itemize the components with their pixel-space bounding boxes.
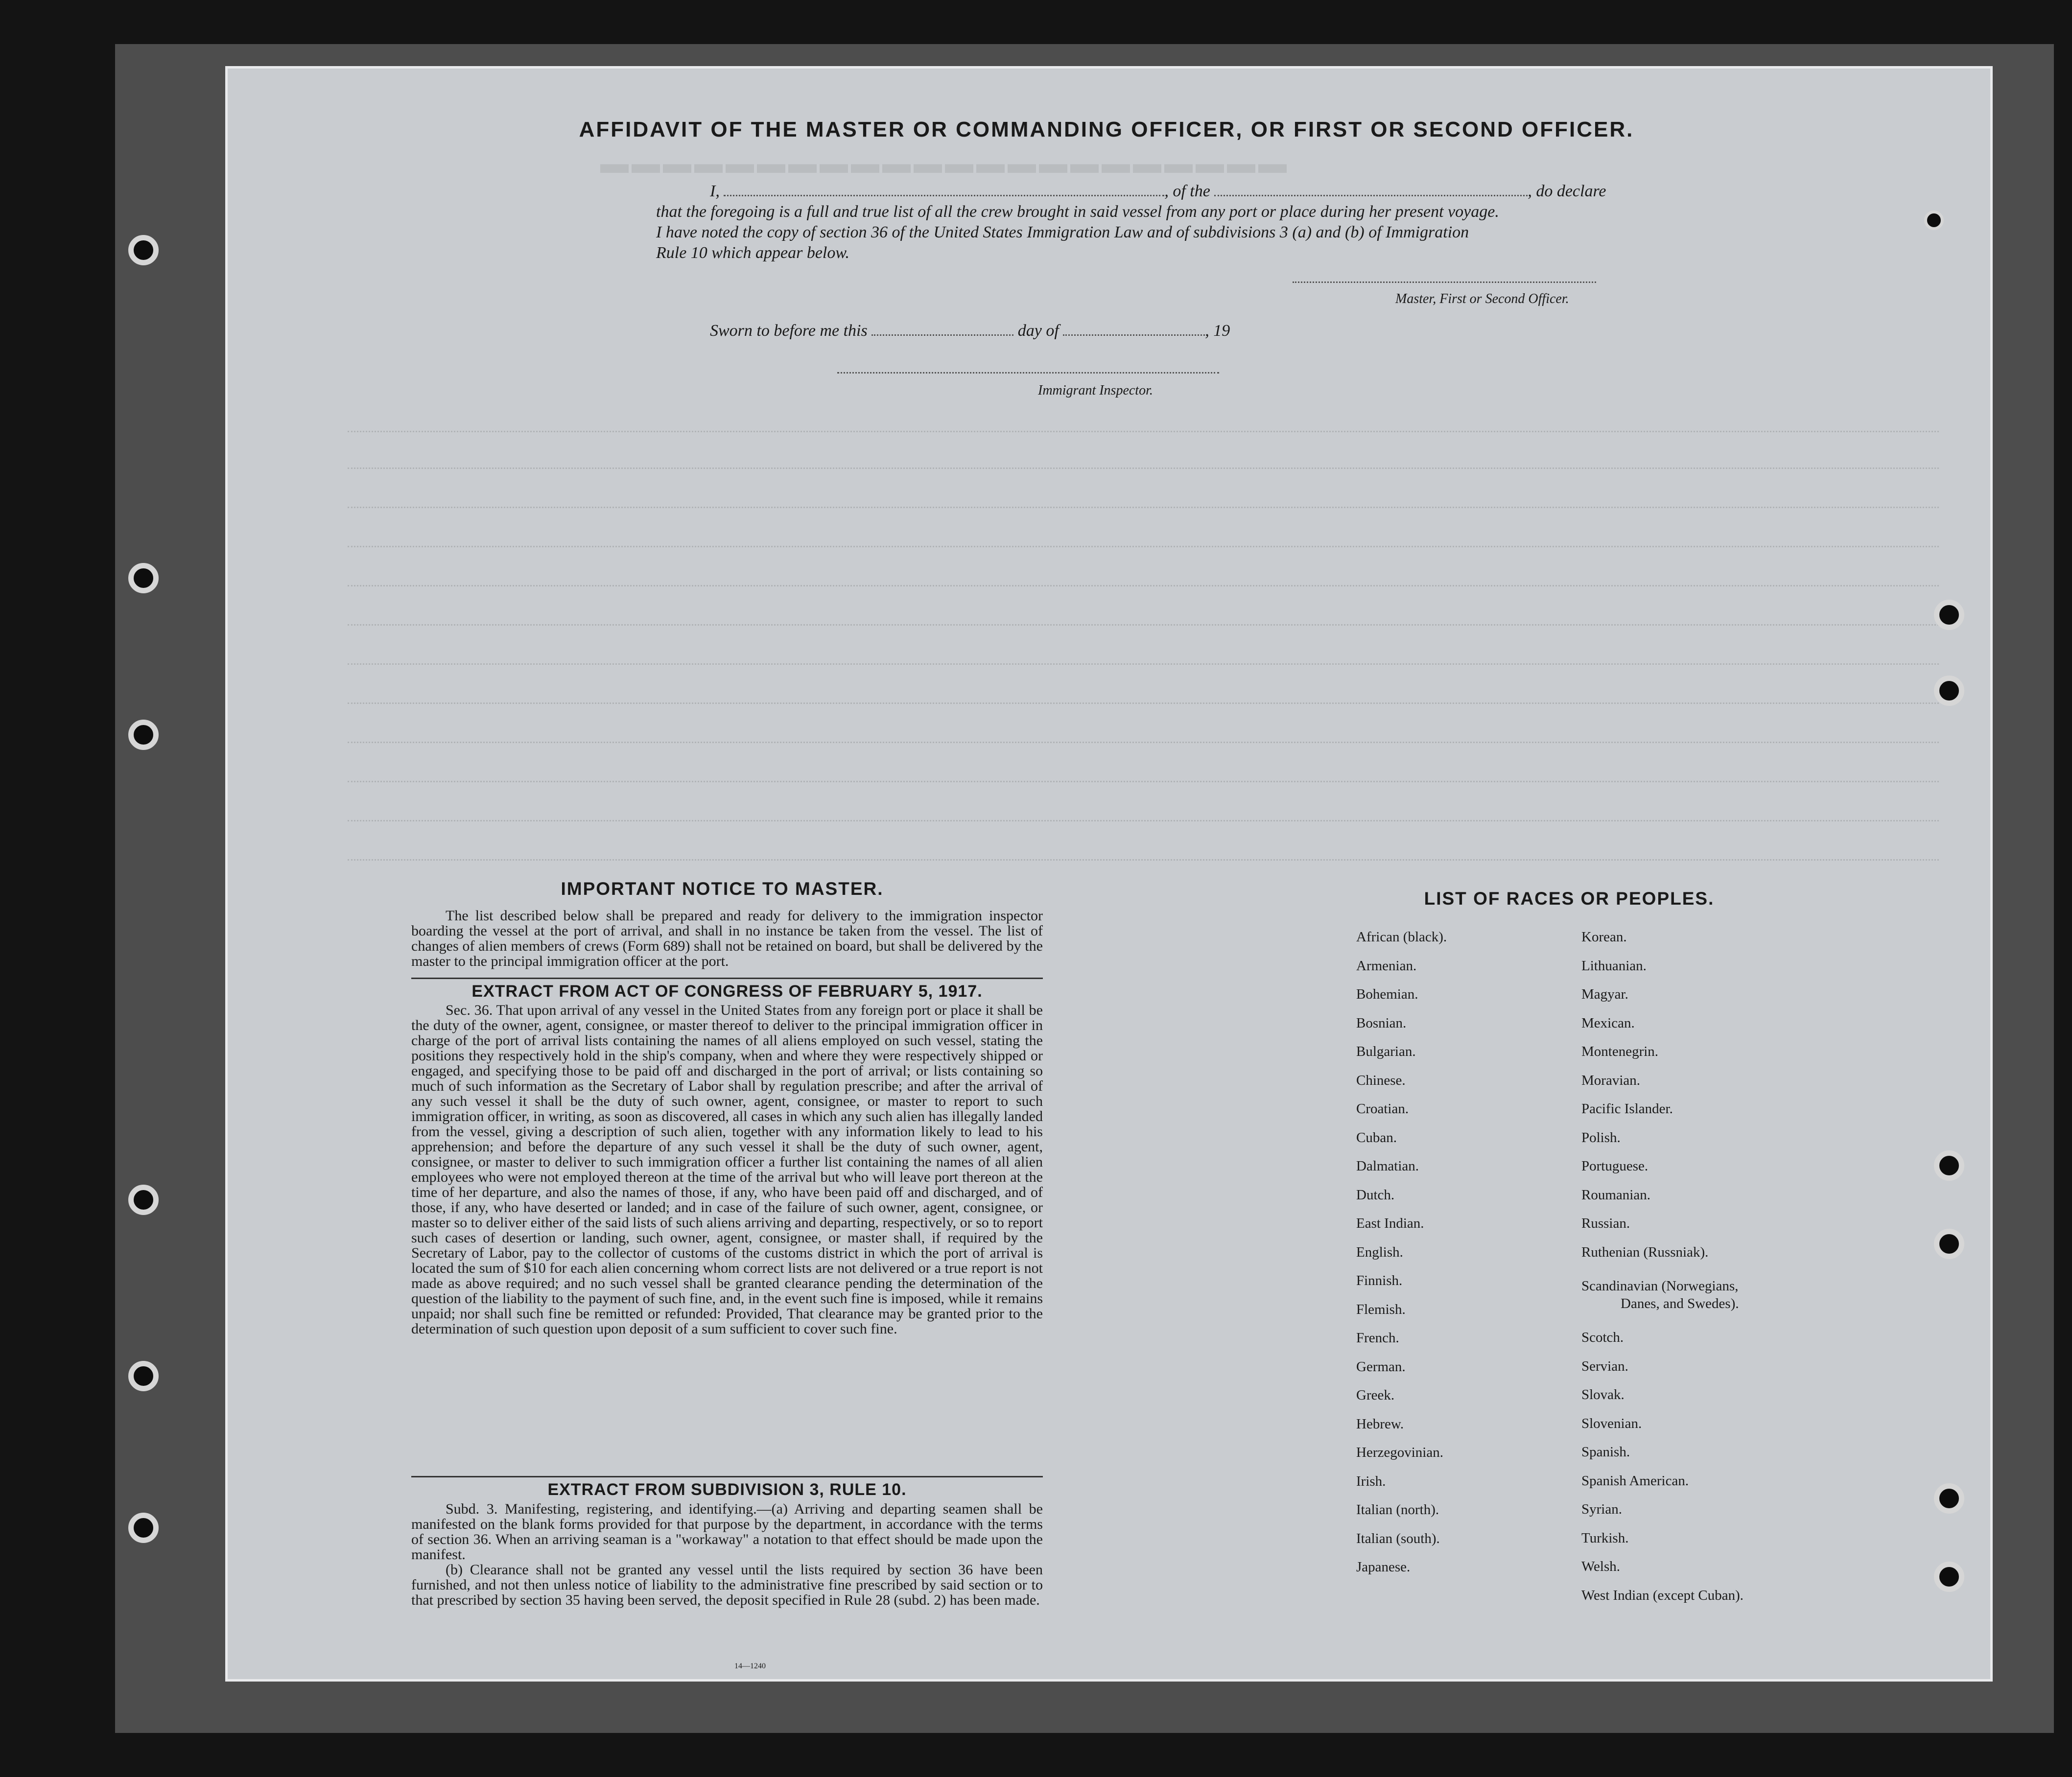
race-item: Chinese. [1356, 1072, 1406, 1088]
race-item: Bulgarian. [1356, 1044, 1416, 1059]
sworn-month-blank[interactable] [1063, 334, 1205, 336]
sworn-day-blank[interactable] [871, 334, 1013, 336]
bleed-line [348, 742, 1939, 743]
bleed-line [348, 702, 1939, 704]
affidavit-of-the: , of the [1164, 182, 1210, 200]
race-item: Magyar. [1581, 986, 1628, 1002]
race-item: Dutch. [1356, 1187, 1395, 1203]
act-title: EXTRACT FROM ACT OF CONGRESS OF FEBRUARY 5, 1917. [411, 978, 1043, 1001]
binder-hole [1934, 600, 1964, 630]
binder-hole [128, 235, 159, 265]
race-item: Polish. [1581, 1129, 1621, 1146]
master-signature-line[interactable] [1293, 281, 1596, 283]
race-item: Cuban. [1356, 1129, 1397, 1146]
race-item: Lithuanian. [1581, 958, 1647, 974]
race-item: Slovenian. [1581, 1415, 1642, 1431]
sworn-line [710, 321, 1230, 341]
race-item: Hebrew. [1356, 1416, 1404, 1432]
affidavit-line-3: I have noted the copy of section 36 of the United States Immigration Law and of subdivisions 3 (a) and (b) of Immigration [656, 223, 1469, 241]
race-item: Spanish. [1581, 1444, 1630, 1460]
race-item: Mexican. [1581, 1015, 1635, 1031]
race-item: Armenian. [1356, 958, 1417, 974]
race-item: Moravian. [1581, 1072, 1640, 1088]
affidavit-i: I, [710, 182, 720, 200]
race-item: Scotch. [1581, 1330, 1624, 1345]
binder-hole [128, 563, 159, 593]
race-item: French. [1356, 1330, 1399, 1346]
binder-hole [1934, 1229, 1964, 1259]
race-item: East Indian. [1356, 1216, 1424, 1231]
bleed-line [348, 431, 1939, 432]
races-right-column [1581, 923, 1743, 1610]
race-item: Montenegrin. [1581, 1044, 1659, 1059]
races-title: LIST OF RACES OR PEOPLES. [1424, 888, 1715, 909]
notice-title: IMPORTANT NOTICE TO MASTER. [561, 879, 884, 899]
name-blank[interactable] [724, 195, 1164, 196]
binder-hole [1934, 1562, 1964, 1592]
bleed-line [348, 663, 1939, 665]
race-item: Irish. [1356, 1473, 1386, 1489]
affidavit-line-2: that the foregoing is a full and true list of all the crew brought in said vessel from any port or place during her present voyage. [656, 203, 1499, 221]
affidavit-title: AFFIDAVIT OF THE MASTER OR COMMANDING OFFICER, OR FIRST OR SECOND OFFICER. [579, 117, 1634, 141]
race-item: Turkish. [1581, 1530, 1629, 1546]
binder-hole [1934, 1483, 1964, 1514]
race-item: Herzegovinian. [1356, 1445, 1443, 1460]
sworn-day-of: day of [1017, 322, 1059, 340]
affidavit-line-1 [710, 181, 1606, 202]
race-item: African (black). [1356, 929, 1447, 945]
subdivision-a: Subd. 3. Manifesting, registering, and identifying.—(a) Arriving and departing seamen shall be manifested on the blank forms provided for that purpose by the department, in accordance with the terms of section 36. When an arriving seaman is a "workaway" a notation to that effect should be made upon the manifest. [411, 1501, 1043, 1563]
race-item: Portuguese. [1581, 1158, 1648, 1174]
race-item: Scandinavian (Norwegians, [1581, 1278, 1739, 1294]
form-number: 14—1240 [734, 1662, 766, 1670]
bleed-line [348, 546, 1939, 547]
sworn-year: , 19 [1205, 322, 1230, 340]
subdivision-b: (b) Clearance shall not be granted any vessel until the lists required by section 36 have been furnished, and not then unless notice of liability to the administrative fine prescribed by said section or to that prescribed by section 35 having been served, the deposit specified in Rule 28 (subd. 2) has been made. [411, 1562, 1043, 1608]
race-item: Flemish. [1356, 1301, 1406, 1317]
binder-hole [128, 1513, 159, 1543]
race-item: Italian (south). [1356, 1530, 1440, 1546]
race-item: Danes, and Swedes). [1621, 1296, 1739, 1311]
binder-hole [128, 1185, 159, 1215]
race-item: Bosnian. [1356, 1015, 1407, 1031]
rule-title: EXTRACT FROM SUBDIVISION 3, RULE 10. [411, 1476, 1043, 1499]
race-item: Russian. [1581, 1216, 1630, 1231]
bleed-line [348, 468, 1939, 469]
binder-hole [128, 1361, 159, 1391]
master-signature-label: Master, First or Second Officer. [1395, 291, 1569, 306]
affidavit-line-4: Rule 10 which appear below. [656, 244, 850, 262]
race-item: Finnish. [1356, 1273, 1403, 1288]
race-item: Ruthenian (Russniak). [1581, 1244, 1709, 1260]
race-item: Welsh. [1581, 1559, 1621, 1574]
race-item: Pacific Islander. [1581, 1101, 1673, 1117]
race-item: German. [1356, 1358, 1406, 1375]
bleed-line [348, 624, 1939, 626]
bleed-line [348, 859, 1939, 861]
races-left-column [1356, 923, 1447, 1582]
vessel-blank[interactable] [1214, 195, 1528, 196]
binder-hole [128, 720, 159, 750]
race-item: Spanish American. [1581, 1473, 1689, 1489]
rule-body [411, 1501, 1043, 1608]
bleed-line [348, 507, 1939, 508]
inspector-signature-line[interactable] [837, 372, 1219, 374]
binder-hole [1924, 210, 1944, 230]
race-item: Dalmatian. [1356, 1158, 1419, 1174]
inspector-signature-label: Immigrant Inspector. [1038, 383, 1153, 398]
race-item: Japanese. [1356, 1559, 1411, 1575]
binder-hole [1934, 1150, 1964, 1181]
bleed-through: ▬▬▬▬▬▬▬▬▬▬▬▬▬▬▬▬▬▬▬▬▬▬ [597, 147, 1287, 179]
race-item: Korean. [1581, 929, 1627, 945]
notice-body [411, 908, 1043, 969]
race-item: Slovak. [1581, 1387, 1625, 1403]
race-item: English. [1356, 1244, 1403, 1260]
race-item: Bohemian. [1356, 986, 1418, 1002]
notice-paragraph: The list described below shall be prepared and ready for delivery to the immigration inspector boarding the vessel at the port of arrival, and shall in no instance be taken from the vessel. The list of changes of alien members of crews (Form 689) shall not be retained on board, but shall be delivered by the master to the principal immigration officer at the port. [411, 908, 1043, 969]
race-item: Italian (north). [1356, 1502, 1439, 1518]
race-item: Roumanian. [1581, 1187, 1650, 1203]
bleed-line [348, 585, 1939, 586]
sworn-prefix: Sworn to before me this [710, 322, 868, 340]
race-item: West Indian (except Cuban). [1581, 1587, 1744, 1603]
race-item: Greek. [1356, 1387, 1395, 1403]
affidavit-declare: , do declare [1528, 182, 1606, 200]
race-item: Croatian. [1356, 1101, 1409, 1117]
act-body [411, 1003, 1043, 1336]
race-item: Syrian. [1581, 1501, 1622, 1517]
bleed-line [348, 820, 1939, 821]
binder-hole [1934, 676, 1964, 706]
race-item: Servian. [1581, 1358, 1628, 1374]
bleed-line [348, 781, 1939, 782]
section-36: Sec. 36. That upon arrival of any vessel in the United States from any foreign port or place it shall be the duty of the owner, agent, consignee, or master thereof to deliver to the principal immigration officer in charge of the port of arrival lists containing the names of all aliens employed on such vessel, stating the positions they respectively hold in the ship's company, when and where they were respectively shipped or engaged, and specifying those to be paid off and discharged in the port of arrival; or lists containing so much of such information as the Secretary of Labor shall by regulation prescribe; and after the arrival of any such vessel it shall be the duty of such owner, agent, consignee, or master to report to such immigration officer, in writing, as soon as discovered, all cases in which any such alien has illegally landed from the vessel, giving a description of such alien, together with any information likely to lead to his apprehension; and before the departure of any such vessel it shall be the duty of such owner, agent, consignee, or master to deliver to such immigration officer a further list containing the names of all alien employees who were not employed thereon at the time of the arrival but who will leave port thereon at the time of her departure, and also the names of those, if any, who have been paid off and discharged, and of those, if any, who have deserted or landed; and in case of the failure of such owner, agent, consignee, or master so to deliver either of the said lists of such aliens arriving and departing, respectively, or so to report such cases of desertion or landing, such owner, agent, consignee, or master shall, if required by the Secretary of Labor, pay to the collector of customs of the customs district in which the port of arrival is located the sum of $10 for each alien concerning whom correct lists are not delivered or a true report is not made as above required; and no such vessel shall be granted clearance pending the determination of the question of the liability to the payment of such fine, and, in the event such fine is imposed, while it remains unpaid; nor shall such fine be remitted or refunded: Provided, That clearance may be granted prior to the determination of such question upon deposit of a sum sufficient to cover such fine. [411, 1002, 1043, 1337]
manifest-sheet [225, 66, 1993, 1682]
